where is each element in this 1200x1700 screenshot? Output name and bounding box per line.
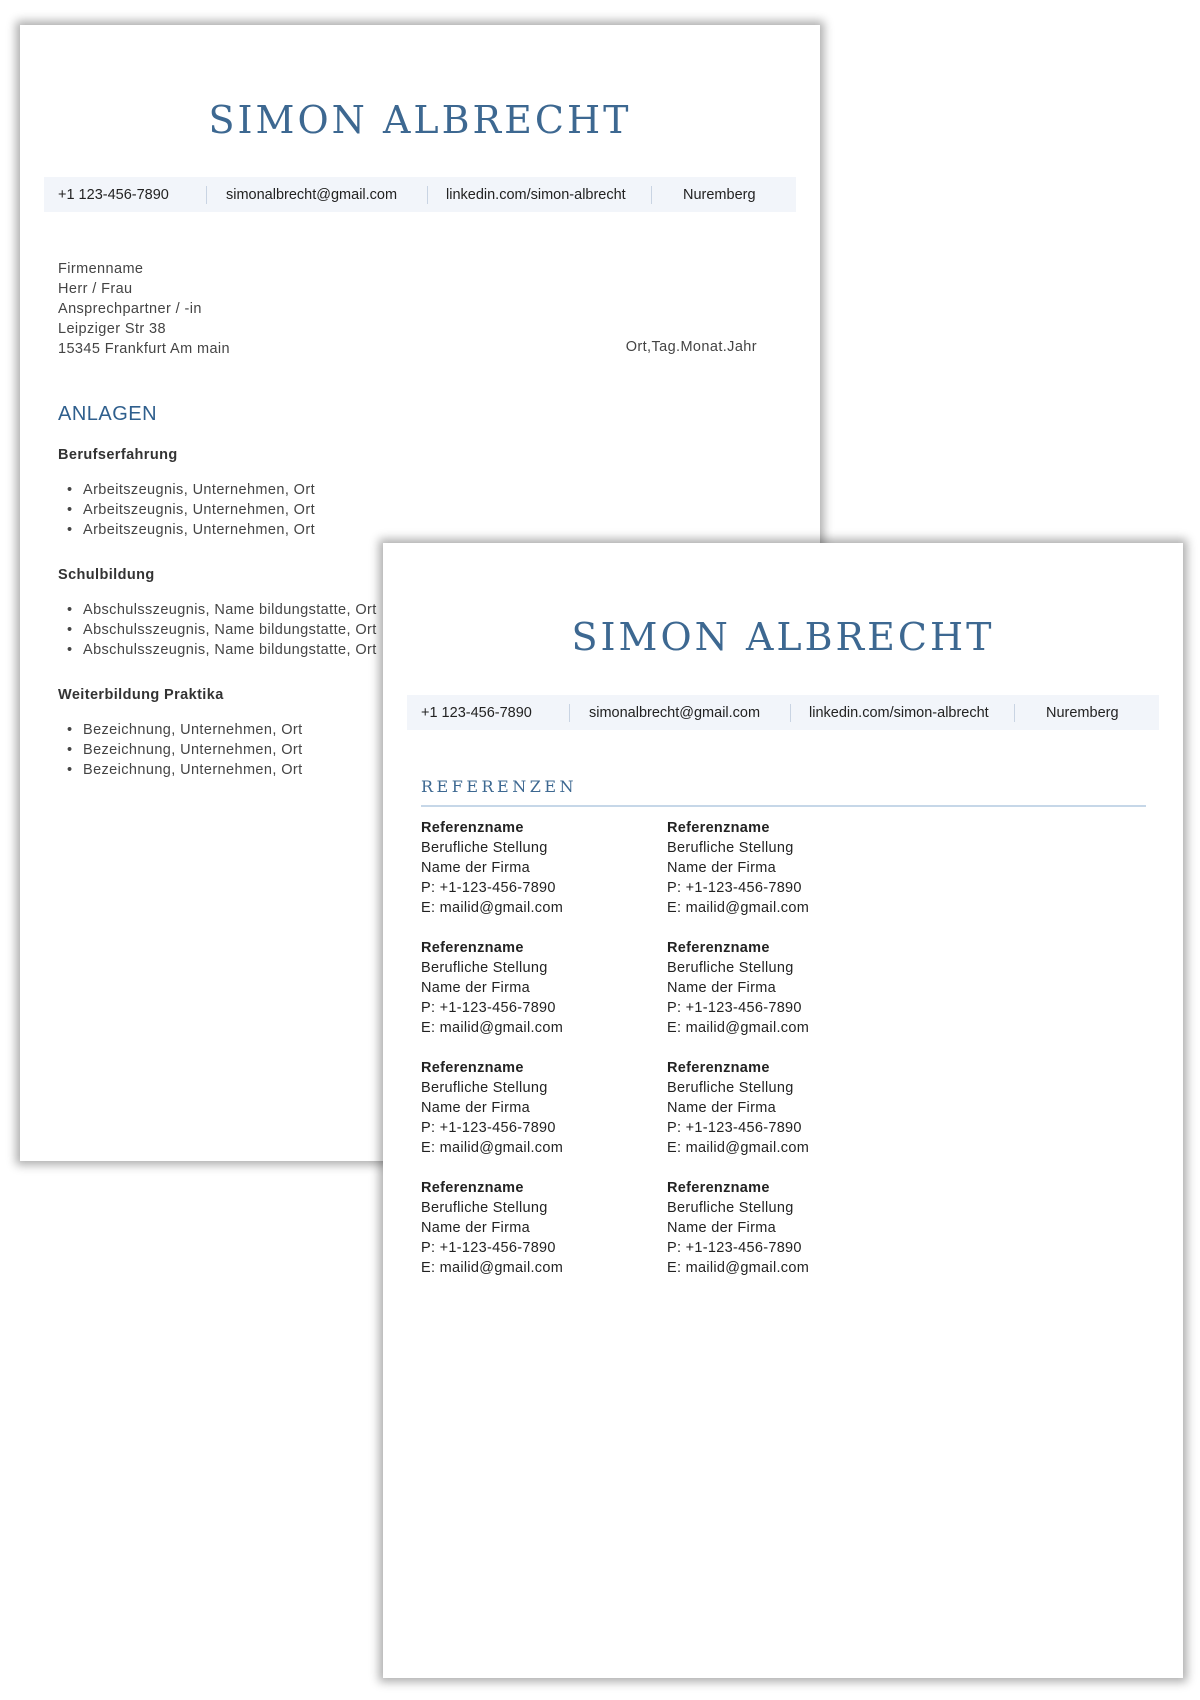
reference-card	[667, 1058, 897, 1158]
reference-card	[421, 938, 651, 1038]
reference-phone: P: +1-123-456-7890	[421, 1000, 556, 1016]
contact-city: Nuremberg	[1046, 704, 1119, 721]
section-heading: Weiterbildung Praktika	[58, 687, 224, 703]
contact-bar	[407, 695, 1159, 730]
contact-city: Nuremberg	[683, 186, 756, 203]
section-schulbildung	[58, 567, 377, 660]
reference-company: Name der Firma	[667, 860, 776, 876]
list-item: • Abschulsszeugnis, Name bildungstatte, Ort	[58, 620, 377, 640]
attachment-list	[58, 720, 303, 780]
reference-company: Name der Firma	[667, 1100, 776, 1116]
recipient-line: Herr / Frau	[58, 281, 133, 297]
reference-name: Referenzname	[667, 1180, 770, 1196]
referenzen-heading: REFERENZEN	[421, 777, 578, 796]
reference-email: E: mailid@gmail.com	[421, 1020, 564, 1036]
reference-card	[421, 1178, 651, 1278]
reference-phone: P: +1-123-456-7890	[667, 880, 802, 896]
recipient-line: Leipziger Str 38	[58, 321, 166, 337]
contact-divider	[427, 186, 428, 204]
reference-position: Berufliche Stellung	[667, 1200, 794, 1216]
reference-name: Referenzname	[421, 940, 524, 956]
reference-position: Berufliche Stellung	[667, 1080, 794, 1096]
reference-card	[421, 818, 651, 918]
contact-divider	[651, 186, 652, 204]
reference-phone: P: +1-123-456-7890	[421, 1240, 556, 1256]
contact-divider	[569, 704, 570, 722]
reference-card	[667, 818, 897, 918]
reference-email: E: mailid@gmail.com	[421, 1260, 564, 1276]
contact-email: simonalbrecht@gmail.com	[226, 186, 398, 203]
section-berufserfahrung	[58, 447, 315, 540]
reference-phone: P: +1-123-456-7890	[667, 1120, 802, 1136]
anlagen-heading: ANLAGEN	[58, 403, 158, 425]
reference-company: Name der Firma	[421, 1220, 530, 1236]
reference-email: E: mailid@gmail.com	[667, 1020, 810, 1036]
contact-linkedin: linkedin.com/simon-albrecht	[809, 704, 989, 721]
reference-position: Berufliche Stellung	[421, 840, 548, 856]
reference-email: E: mailid@gmail.com	[667, 900, 810, 916]
list-item: • Abschulsszeugnis, Name bildungstatte, Ort	[58, 600, 377, 620]
contact-linkedin: linkedin.com/simon-albrecht	[446, 186, 626, 203]
reference-company: Name der Firma	[421, 860, 530, 876]
contact-divider	[206, 186, 207, 204]
reference-company: Name der Firma	[421, 1100, 530, 1116]
recipient-address	[58, 259, 230, 359]
list-item: • Arbeitszeugnis, Unternehmen, Ort	[58, 520, 315, 540]
contact-bar	[44, 177, 796, 212]
attachment-list	[58, 480, 315, 540]
recipient-line: Firmenname	[58, 261, 144, 277]
reference-phone: P: +1-123-456-7890	[667, 1240, 802, 1256]
list-item: • Bezeichnung, Unternehmen, Ort	[58, 760, 303, 780]
page-title-name: SIMON ALBRECHT	[571, 615, 995, 659]
reference-position: Berufliche Stellung	[667, 960, 794, 976]
list-item: • Arbeitszeugnis, Unternehmen, Ort	[58, 500, 315, 520]
reference-name: Referenzname	[421, 1180, 524, 1196]
reference-name: Referenzname	[667, 1060, 770, 1076]
contact-phone: +1 123-456-7890	[421, 704, 532, 721]
date-line: Ort,Tag.Monat.Jahr	[625, 339, 757, 355]
reference-name: Referenzname	[421, 1060, 524, 1076]
reference-email: E: mailid@gmail.com	[667, 1260, 810, 1276]
reference-name: Referenzname	[667, 820, 770, 836]
section-heading: Berufserfahrung	[58, 447, 178, 463]
contact-divider	[790, 704, 791, 722]
contact-email: simonalbrecht@gmail.com	[589, 704, 761, 721]
list-item: • Abschulsszeugnis, Name bildungstatte, Ort	[58, 640, 377, 660]
recipient-line: 15345 Frankfurt Am main	[58, 341, 230, 357]
reference-phone: P: +1-123-456-7890	[421, 1120, 556, 1136]
reference-company: Name der Firma	[667, 1220, 776, 1236]
contact-phone: +1 123-456-7890	[58, 186, 169, 203]
referenzen-page	[383, 543, 1183, 1678]
reference-position: Berufliche Stellung	[421, 1200, 548, 1216]
list-item: • Arbeitszeugnis, Unternehmen, Ort	[58, 480, 315, 500]
reference-company: Name der Firma	[667, 980, 776, 996]
contact-divider	[1014, 704, 1015, 722]
reference-phone: P: +1-123-456-7890	[421, 880, 556, 896]
reference-name: Referenzname	[667, 940, 770, 956]
reference-card	[667, 938, 897, 1038]
attachment-list	[58, 600, 377, 660]
reference-email: E: mailid@gmail.com	[421, 900, 564, 916]
section-heading: Schulbildung	[58, 567, 155, 583]
reference-position: Berufliche Stellung	[667, 840, 794, 856]
reference-company: Name der Firma	[421, 980, 530, 996]
reference-name: Referenzname	[421, 820, 524, 836]
reference-phone: P: +1-123-456-7890	[667, 1000, 802, 1016]
section-divider	[421, 805, 1146, 807]
reference-email: E: mailid@gmail.com	[421, 1140, 564, 1156]
reference-card	[667, 1178, 897, 1278]
reference-position: Berufliche Stellung	[421, 1080, 548, 1096]
reference-email: E: mailid@gmail.com	[667, 1140, 810, 1156]
list-item: • Bezeichnung, Unternehmen, Ort	[58, 720, 303, 740]
reference-position: Berufliche Stellung	[421, 960, 548, 976]
recipient-line: Ansprechpartner / -in	[58, 301, 202, 317]
list-item: • Bezeichnung, Unternehmen, Ort	[58, 740, 303, 760]
reference-card	[421, 1058, 651, 1158]
section-weiterbildung	[58, 687, 303, 780]
page-title-name: SIMON ALBRECHT	[208, 98, 632, 142]
